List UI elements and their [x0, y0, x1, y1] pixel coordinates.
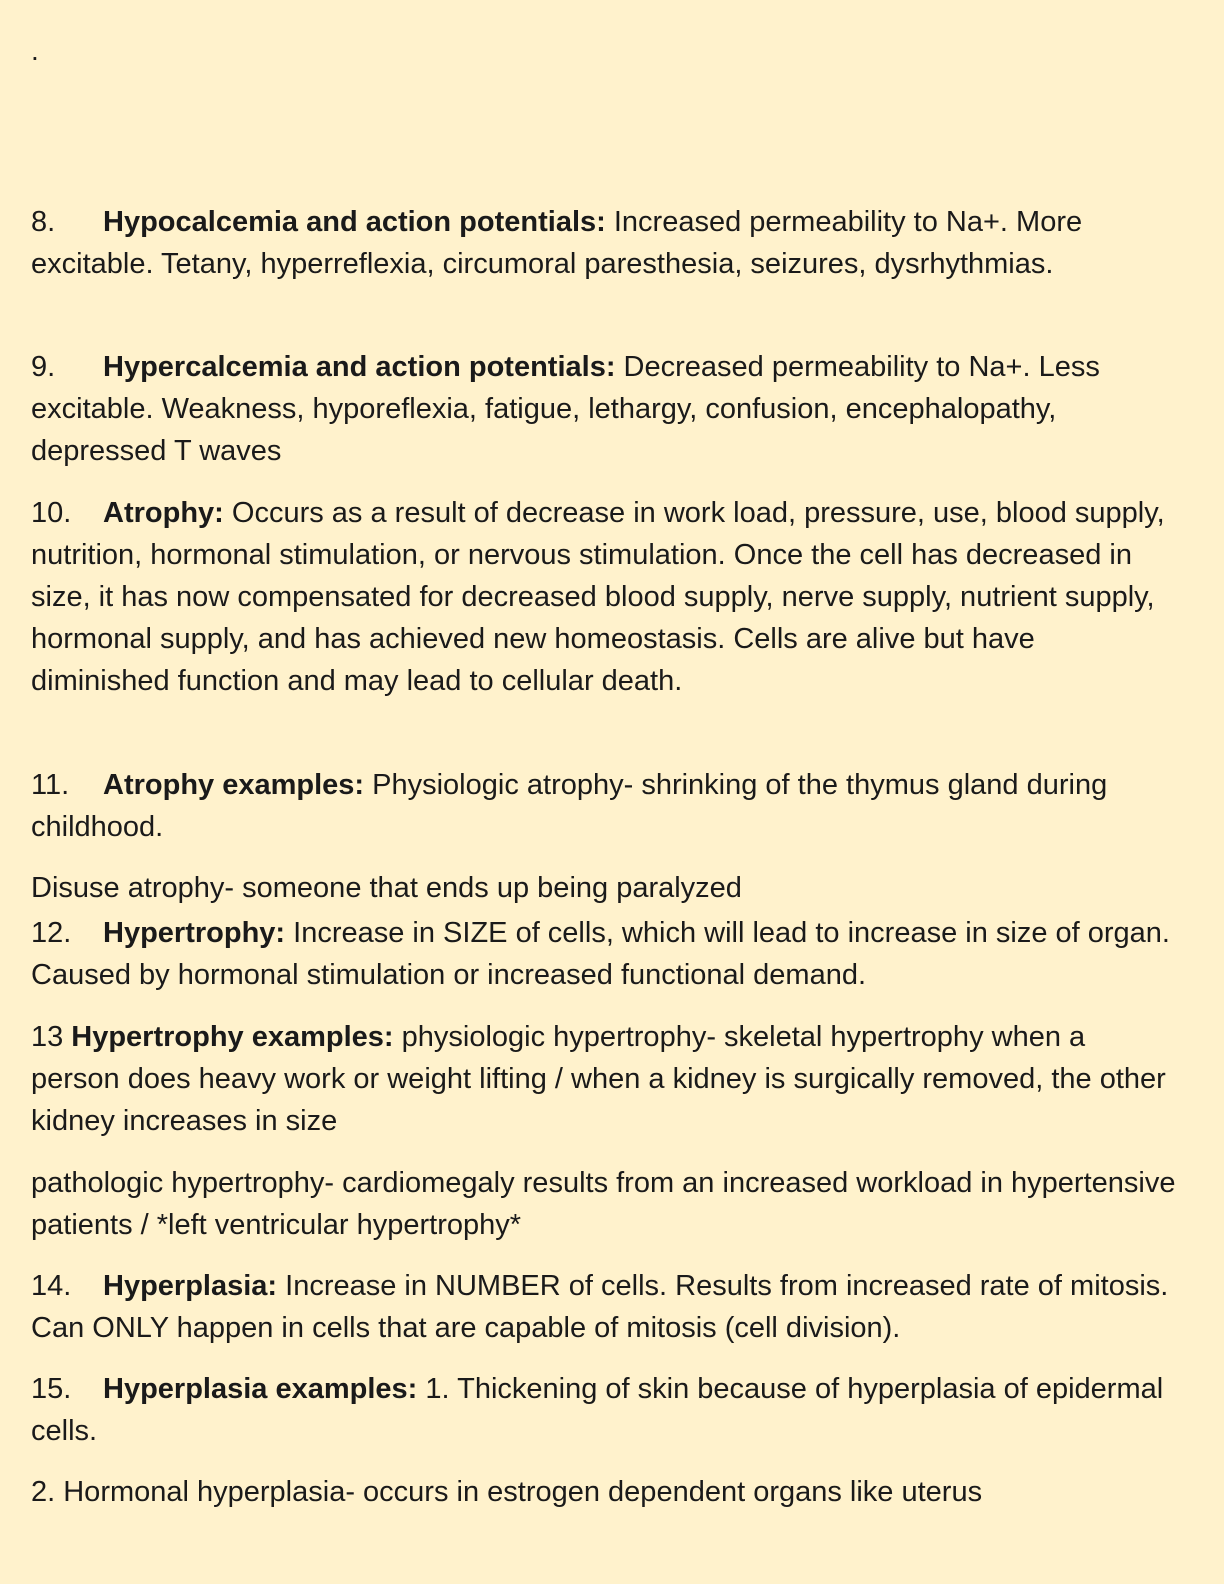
item-text: Decreased permeability to Na+. Less excitable. Weakness, hyporeflexia, fatigue, lethargy, confusion, encephalopathy, depressed T waves — [31, 351, 1100, 467]
item-number: 12. — [31, 917, 72, 949]
item-term: Hyperplasia: — [103, 1270, 278, 1302]
item-number: 13 — [31, 1021, 64, 1053]
item-term: Hypertrophy: — [103, 917, 286, 949]
list-item-13 — [31, 1016, 1181, 1142]
item-term: Atrophy: — [103, 497, 224, 529]
item-number: 15. — [31, 1373, 72, 1405]
list-item-10 — [31, 492, 1181, 702]
item-text: Increase in SIZE of cells, which will lead to increase in size of organ. Caused by hormonal stimulation or increased functional demand. — [31, 917, 1170, 991]
disuse-atrophy-note: Disuse atrophy- someone that ends up being paralyzed — [31, 872, 742, 904]
list-item-12 — [31, 912, 1181, 996]
item-term: Atrophy examples: — [103, 769, 365, 801]
item-number: 14. — [31, 1270, 72, 1302]
item-text: Increased permeability to Na+. More excitable. Tetany, hyperreflexia, circumoral paresthesia, seizures, dysrhythmias. — [31, 206, 1083, 280]
item-number: 10. — [31, 497, 72, 529]
list-item-8 — [31, 201, 1181, 285]
list-item-9 — [31, 346, 1181, 472]
list-item-15 — [31, 1368, 1181, 1452]
item-text: Increase in NUMBER of cells. Results from increased rate of mitosis. Can ONLY happen in cells that are capable of mitosis (cell division). — [31, 1270, 1169, 1344]
item-term: Hypocalcemia and action potentials: — [103, 206, 606, 238]
item-number: 8. — [31, 206, 56, 238]
item-text: 1. Thickening of skin because of hyperplasia of epidermal cells. — [31, 1373, 1164, 1447]
item-number: 9. — [31, 351, 56, 383]
pathologic-hypertrophy-note: pathologic hypertrophy- cardiomegaly results from an increased workload in hypertensive patients / *left ventricular hypertrophy* — [31, 1167, 1176, 1241]
item-text: Physiologic atrophy- shrinking of the thymus gland during childhood. — [31, 769, 1108, 843]
item-term: Hypercalcemia and action potentials: — [103, 351, 616, 383]
item-term: Hyperplasia examples: — [103, 1373, 418, 1405]
item-term: Hypertrophy examples: — [71, 1021, 394, 1053]
page-marker-dot: . — [31, 35, 39, 66]
list-item-14 — [31, 1265, 1181, 1349]
item-text: physiologic hypertrophy- skeletal hypertrophy when a person does heavy work or weight lifting / when a kidney is surgically removed, the other kidney increases in size — [31, 1021, 1166, 1137]
hormonal-hyperplasia-note: 2. Hormonal hyperplasia- occurs in estrogen dependent organs like uterus — [31, 1476, 983, 1508]
list-item-11 — [31, 764, 1181, 848]
item-text: Occurs as a result of decrease in work load, pressure, use, blood supply, nutrition, hormonal stimulation, or nervous stimulation. Once the cell has decreased in size, it has now compensated for decreased blood supply, nerve supply, nutrient supply, hormonal supply, and has achieved new homeostasis. Cells are alive but have diminished function and may lead to cellular death. — [31, 497, 1165, 697]
item-number: 11. — [31, 769, 70, 801]
